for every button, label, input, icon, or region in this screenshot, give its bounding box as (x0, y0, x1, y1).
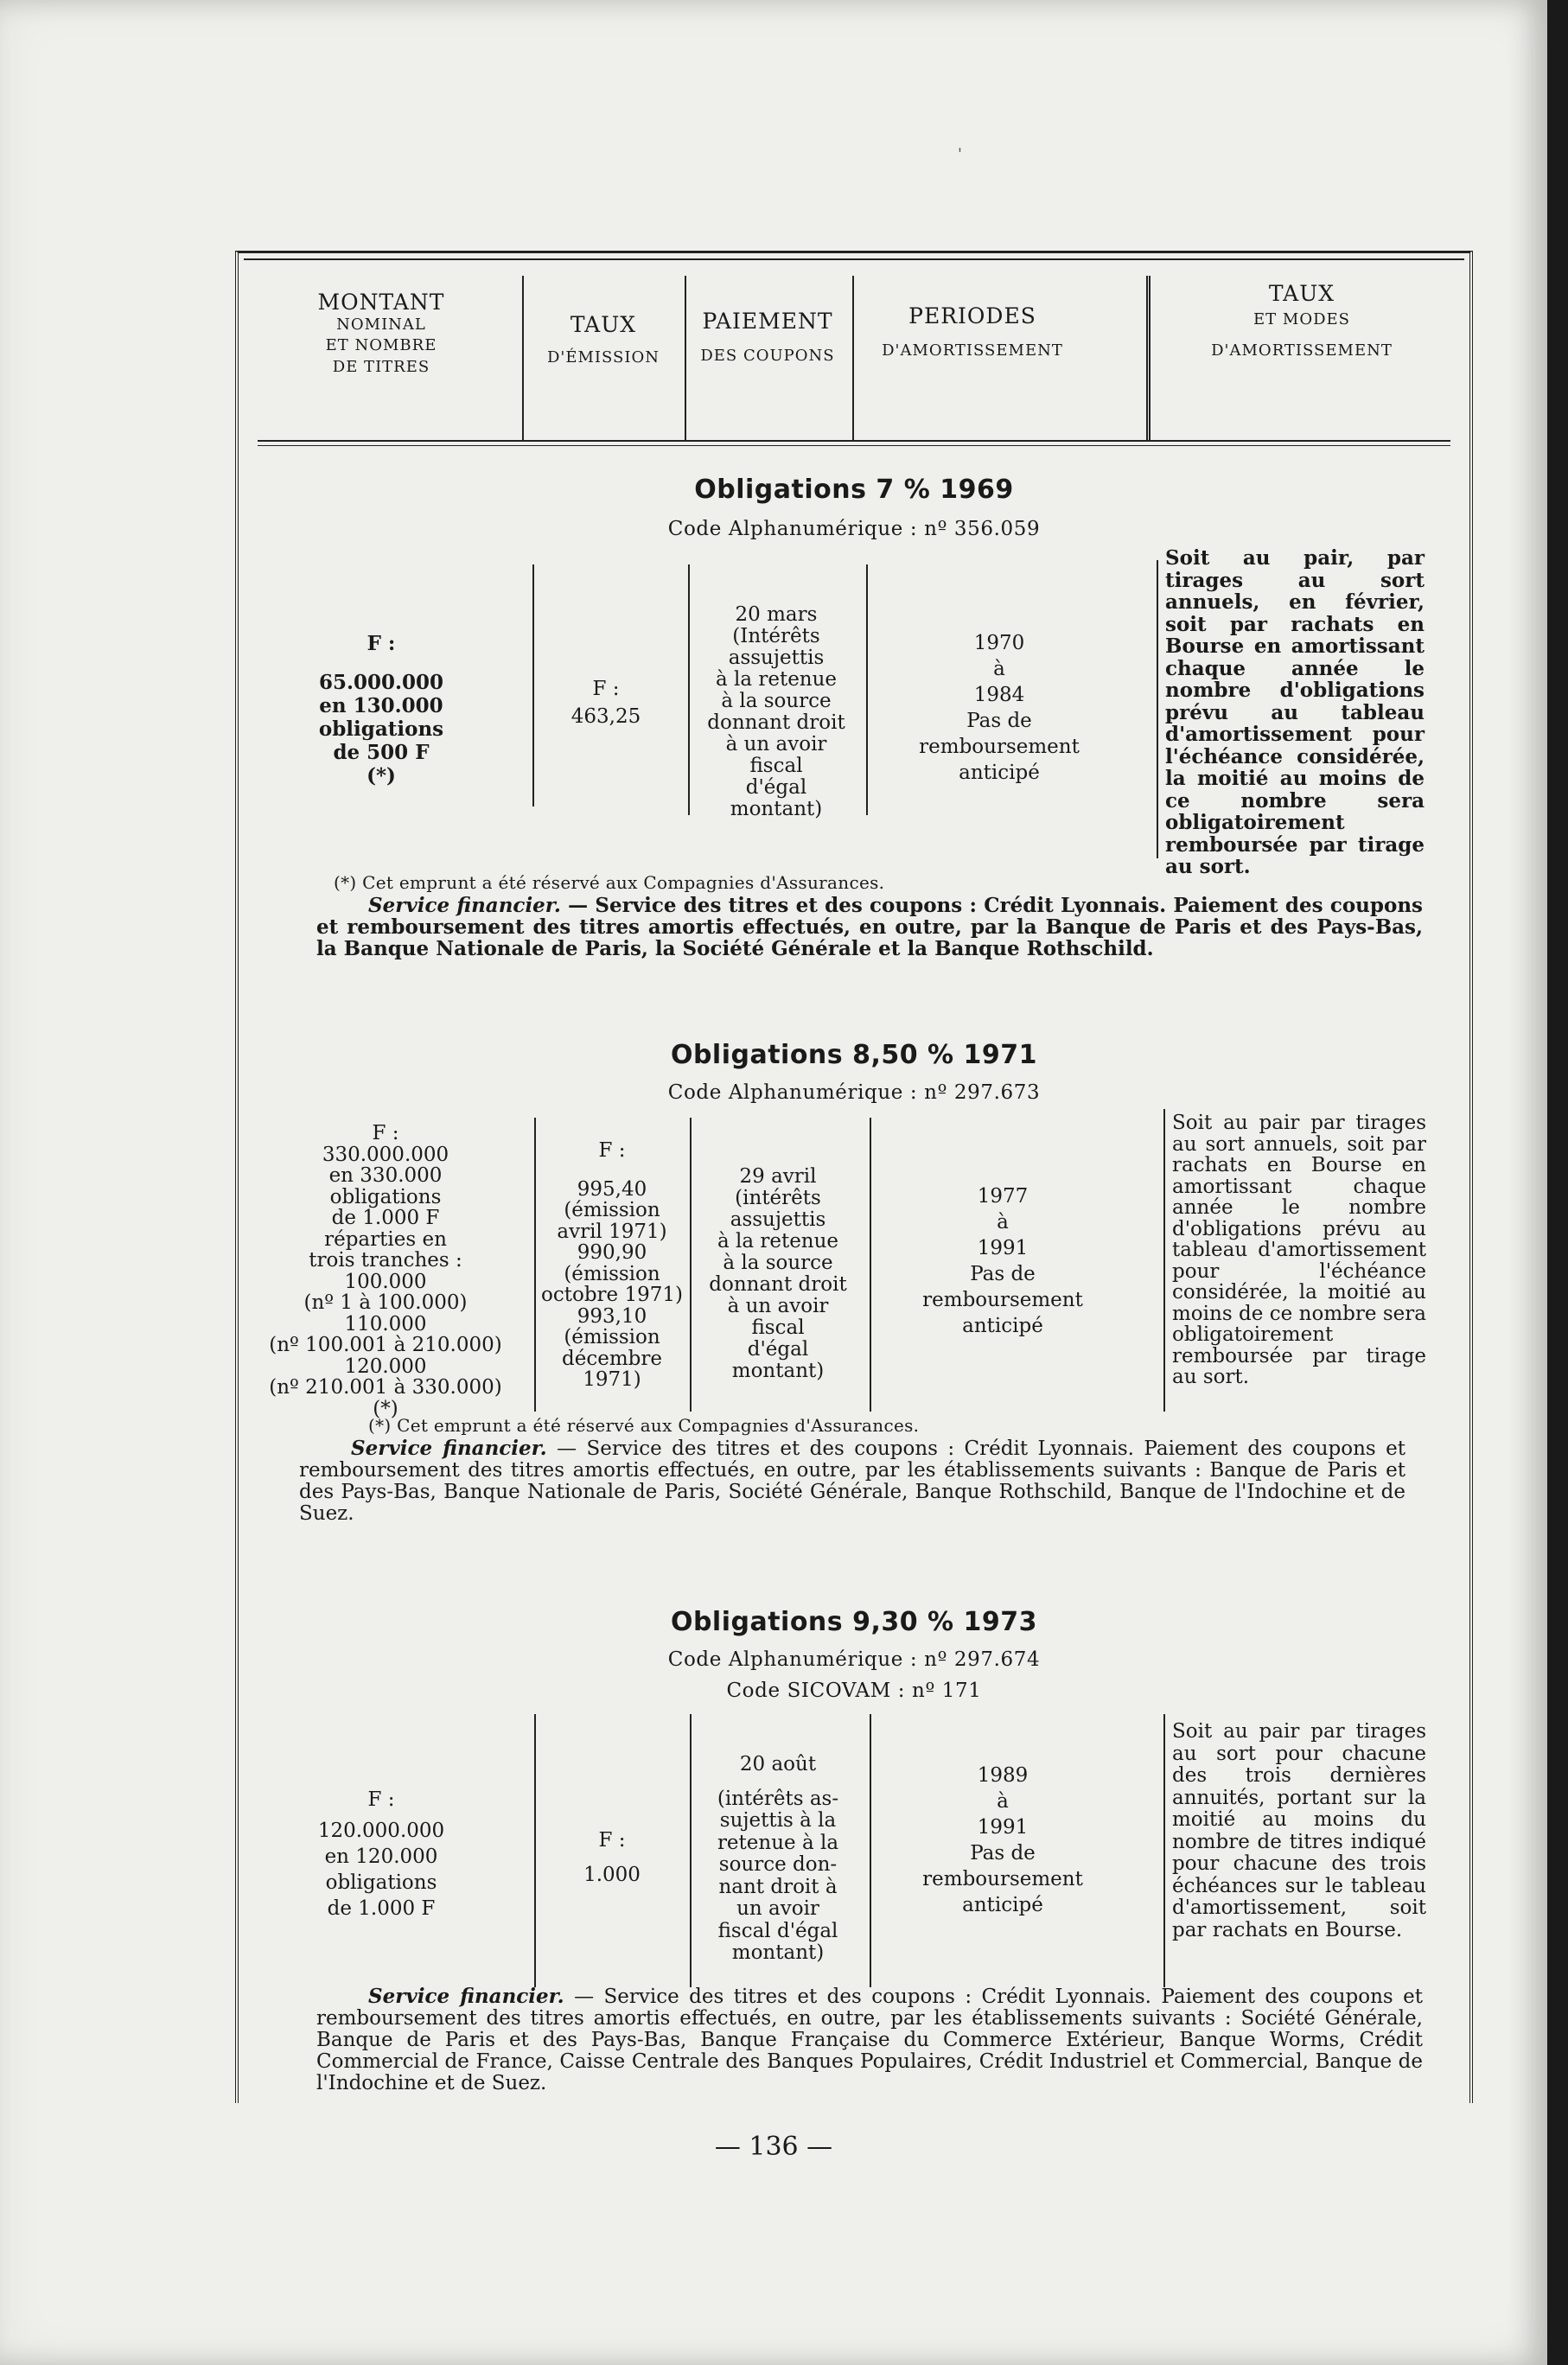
issue2-periodes-line: remboursement (922, 1289, 1083, 1311)
issue2-montant-line: F : (372, 1122, 399, 1144)
issue2-paiement-line: donnant droit (709, 1273, 847, 1296)
issue1-paiement-line: à un avoir (725, 733, 827, 755)
issue2-periodes-line: à (997, 1211, 1009, 1233)
issue2-taux-line: 993,10 (577, 1304, 647, 1328)
table-header (239, 267, 1469, 437)
issue3-service-label: Service financier. (368, 1985, 564, 2008)
issue2-modes: Soit au pair par tirages au sort annuels, soit par rachats en Bourse en amortissant chaque année le nombre d'obligations prévu au tableau d'amortissement pour l'échéance considérée, la moitié au moins de ce nombre sera obligatoirement remboursée par tirage au sort. (1172, 1112, 1426, 1388)
issue1-montant-line: de 500 F (333, 741, 430, 764)
issue3-montant-line: 120.000.000 (317, 1820, 445, 1842)
issue3-paiement-line: fiscal d'égal (717, 1919, 838, 1942)
issue2-periodes (873, 1183, 1132, 1339)
issue2-montant-line: 100.000 (344, 1270, 427, 1293)
issue1-paiement-line: à la source (721, 690, 832, 712)
issue2-taux-line: octobre 1971) (541, 1284, 683, 1306)
issue2-montant-line: réparties en (324, 1227, 447, 1251)
header-rule-2 (258, 445, 1450, 446)
issue1-service-text: — Service des titres et des coupons : Crédit Lyonnais. Paiement des coupons et remboursement des titres amortis effectués, en outre, par la Banque de Paris et des Pays-Bas, la Banque Nationale de Paris, la Société Générale et la Banque Rothschild. (316, 894, 1423, 960)
issue1-periodes-line: 1970 (973, 632, 1025, 654)
issue2-paiement-line: montant) (731, 1360, 825, 1382)
issue2-sep-2 (690, 1118, 692, 1412)
header-taux (526, 274, 681, 430)
issue3-sep-2 (690, 1714, 692, 1987)
issue1-taux-line: F : (592, 678, 620, 700)
issue2-sep-1 (534, 1118, 536, 1412)
issue1-code: Code Alphanumérique : nº 356.059 (667, 518, 1041, 540)
issue1-sep-3 (866, 564, 868, 815)
issue1-paiement (692, 604, 861, 820)
issue3-montant-line: obligations (325, 1871, 437, 1894)
issue2-periodes-line: 1991 (977, 1237, 1029, 1259)
issue3-title: Obligations 9,30 % 1973 (670, 1607, 1038, 1637)
issue3-taux-line: 1.000 (583, 1864, 641, 1886)
issue2-paiement-line: 29 avril (739, 1165, 817, 1188)
issue2-taux (538, 1140, 686, 1391)
issue2-taux-line: 1971) (583, 1368, 641, 1391)
issue1-taux (541, 675, 671, 730)
issue1-paiement-line: donnant droit (707, 711, 845, 734)
issue3-montant-line: F : (367, 1788, 395, 1811)
issue3-periodes-line: remboursement (922, 1868, 1083, 1890)
issue2-montant-line: (nº 210.001 à 330.000) (269, 1376, 502, 1399)
issue2-taux-line: 990,90 (577, 1241, 647, 1264)
issue1-service (316, 895, 1423, 959)
issue3-paiement-line: 20 août (739, 1753, 817, 1775)
issue1-paiement-line: 20 mars (735, 603, 818, 626)
issue2-taux-line: (émission (564, 1199, 660, 1221)
issue1-paiement-line: assujettis (728, 647, 825, 669)
issue1-periodes (870, 630, 1129, 786)
header-modes (1155, 274, 1449, 430)
issue1-montant-line: obligations (318, 717, 444, 741)
issue2-montant-line: trois tranches : (309, 1249, 462, 1272)
issue1-modes: Soit au pair, par tirages au sort annuels, en février, soit par rachats en Bourse en amortissant chaque année le nombre d'obligations prévu au tableau d'amortissement pour l'échéance considérée, la moitié au moins de ce nombre sera obligatoirement remboursée par tirage au sort. (1165, 546, 1425, 878)
issue2-montant-line: de 1.000 F (331, 1207, 440, 1229)
header-montant-line3: ET NOMBRE (325, 336, 437, 355)
issue1-paiement-line: d'égal (745, 776, 807, 799)
issue1-periodes-line: Pas de (966, 710, 1032, 732)
issue3-montant-line: en 120.000 (324, 1845, 438, 1868)
issue3-periodes (873, 1763, 1132, 1918)
issue1-taux-line: 463,25 (570, 705, 641, 728)
issue3-sep-1 (534, 1714, 536, 1987)
issue1-montant-line: F : (367, 632, 396, 655)
header-taux-line1: TAUX (570, 312, 637, 337)
issue2-paiement-line: à un avoir (727, 1295, 829, 1317)
issue1-montant-line: 65.000.000 (318, 671, 444, 694)
issue1-paiement-line: fiscal (749, 755, 803, 777)
issue3-paiement (693, 1754, 863, 1965)
issue3-code: Code Alphanumérique : nº 297.674 (667, 1648, 1041, 1671)
issue2-service-text: — Service des titres et des coupons : Crédit Lyonnais. Paiement des coupons et remboursement des titres amortis effectués, en outre, par les établissements suivants : Banque de Paris et des Pays-Bas, Banque Nationale de Paris, Société Générale, Banque Rothschild, Banque de l'Indochine et de Suez. (299, 1437, 1405, 1525)
issue2-taux-line (538, 1162, 686, 1179)
issue3-paiement-line: source don- (718, 1853, 838, 1876)
header-sep-4 (1146, 276, 1151, 440)
page-number: — 136 — (714, 2132, 833, 2162)
issue1-title: Obligations 7 % 1969 (694, 475, 1014, 505)
issue2-taux-line: (émission (564, 1262, 660, 1285)
issue1-sep-2 (688, 564, 690, 815)
issue1-montant-line: en 130.000 (319, 694, 443, 717)
issue3-paiement-line: retenue à la (717, 1831, 839, 1854)
header-paiement-line1: PAIEMENT (702, 309, 833, 334)
header-periodes-line1: PERIODES (908, 303, 1036, 328)
issue2-montant (256, 1123, 515, 1419)
issue3-taux-line: F : (598, 1829, 626, 1852)
header-paiement-line2: DES COUPONS (700, 347, 835, 365)
issue2-periodes-line: 1977 (977, 1185, 1029, 1208)
issue3-sep-3 (870, 1714, 871, 1987)
issue3-paiement-line: nant droit à (718, 1875, 838, 1898)
issue1-sep-1 (532, 564, 534, 806)
issue2-taux-line: 995,40 (577, 1177, 647, 1201)
header-montant-line1: MONTANT (317, 290, 445, 315)
header-taux-line2: D'ÉMISSION (546, 348, 660, 367)
header-periodes-line2: D'AMORTISSEMENT (882, 341, 1063, 360)
issue2-montant-line: (nº 1 à 100.000) (303, 1291, 468, 1314)
issue2-montant-line: en 330.000 (328, 1164, 443, 1187)
header-rule (258, 440, 1450, 442)
issue1-service-label: Service financier. (368, 894, 561, 917)
header-modes-line2: ET MODES (1253, 310, 1350, 328)
header-sep-2 (685, 276, 686, 440)
header-modes-line3: D'AMORTISSEMENT (1211, 341, 1393, 360)
issue2-service (299, 1437, 1405, 1525)
issue2-montant-line: 330.000.000 (322, 1143, 449, 1166)
issue3-taux (538, 1823, 686, 1892)
issue2-paiement-line: (intérêts (735, 1187, 821, 1209)
issue2-montant-line: 120.000 (344, 1355, 427, 1378)
issue3-sep-4 (1163, 1714, 1165, 1987)
issue3-paiement-line: un avoir (736, 1897, 819, 1920)
issue2-taux-line: (émission (564, 1326, 660, 1348)
issue2-paiement-line: d'égal (747, 1338, 809, 1361)
issue1-paiement-line: montant) (730, 798, 823, 820)
issue3-paiement-line: montant) (731, 1941, 825, 1964)
issue2-montant-line: 110.000 (344, 1312, 427, 1335)
issue1-montant-line: (*) (367, 764, 396, 787)
top-mark: ' (958, 145, 962, 163)
issue2-periodes-line: Pas de (970, 1263, 1036, 1285)
header-paiement (688, 274, 847, 430)
issue3-periodes-line: anticipé (962, 1894, 1043, 1916)
issue2-sep-4 (1163, 1109, 1165, 1412)
issue3-code-sicovam: Code SICOVAM : nº 171 (726, 1680, 982, 1702)
issue2-taux-line: décembre (562, 1347, 662, 1370)
issue2-montant-line: (nº 100.001 à 210.000) (269, 1334, 502, 1356)
issue3-paiement-line: (intérêts as- (717, 1787, 839, 1810)
header-montant-line4: DE TITRES (332, 357, 430, 376)
issue3-periodes-line: à (997, 1790, 1009, 1813)
table-frame (235, 251, 1473, 2103)
issue1-note: (*) Cet emprunt a été réservé aux Compagnies d'Assurances. (334, 872, 885, 893)
header-montant-line2: NOMINAL (336, 316, 426, 334)
issue2-paiement-line: assujettis (730, 1208, 826, 1231)
issue1-periodes-line: à (993, 658, 1005, 680)
issue3-periodes-line: 1991 (977, 1816, 1029, 1839)
issue2-periodes-line: anticipé (962, 1315, 1043, 1337)
issue2-taux-line: F : (598, 1139, 626, 1162)
header-sep-3 (852, 276, 854, 440)
issue2-note: (*) Cet emprunt a été réservé aux Compagnies d'Assurances. (368, 1415, 920, 1436)
issue1-periodes-line: remboursement (919, 736, 1080, 758)
issue1-periodes-line: 1984 (973, 684, 1025, 706)
issue1-montant (273, 632, 489, 787)
issue2-title: Obligations 8,50 % 1971 (670, 1040, 1038, 1070)
header-sep-1 (522, 276, 524, 440)
issue2-paiement-line: à la source (723, 1252, 833, 1274)
issue2-paiement (693, 1166, 863, 1382)
issue2-service-label: Service financier. (351, 1437, 547, 1460)
issue2-montant-line: obligations (329, 1185, 442, 1208)
issue2-sep-3 (870, 1118, 871, 1412)
issue3-paiement-line: sujettis à la (719, 1809, 837, 1832)
issue2-taux-line: avril 1971) (557, 1220, 667, 1243)
issue2-code: Code Alphanumérique : nº 297.673 (667, 1081, 1041, 1104)
issue2-paiement-line: à la retenue (717, 1230, 839, 1253)
issue2-paiement-line: fiscal (751, 1316, 805, 1339)
header-periodes (856, 274, 1089, 430)
issue3-montant (273, 1787, 489, 1922)
issue3-periodes-line: Pas de (970, 1842, 1036, 1865)
issue1-paiement-line: à la retenue (715, 668, 838, 691)
issue1-sep-4 (1157, 560, 1158, 858)
header-montant (256, 274, 507, 430)
issue1-periodes-line: anticipé (959, 762, 1040, 784)
issue2-montant-line: (*) (373, 1397, 398, 1420)
issue3-modes: Soit au pair par tirages au sort pour chacune des trois dernières annuités, portant sur la moitié au moins du nombre de titres indiqué pour chacune des trois échéances sur le tableau d'amortissement, soit par rachats en Bourse. (1172, 1720, 1426, 1941)
issue1-paiement-line: (Intérêts (732, 625, 820, 647)
issue3-service-text: — Service des titres et des coupons : Crédit Lyonnais. Paiement des coupons et remboursement des titres amortis effectués, en outre, par les établissements suivants : Société Générale, Banque de Paris et des Pays-Bas, Banque Française du Commerce Extérieur, Banque Worms, Crédit Commercial de France, Caisse Centrale des Banques Populaires, Crédit Industriel et Commercial, Banque de l'Indochine et de Suez. (316, 1986, 1423, 2094)
issue3-montant-line: de 1.000 F (327, 1897, 436, 1920)
header-modes-line1: TAUX (1268, 281, 1335, 306)
issue3-periodes-line: 1989 (977, 1764, 1029, 1787)
issue3-service (316, 1986, 1423, 2094)
